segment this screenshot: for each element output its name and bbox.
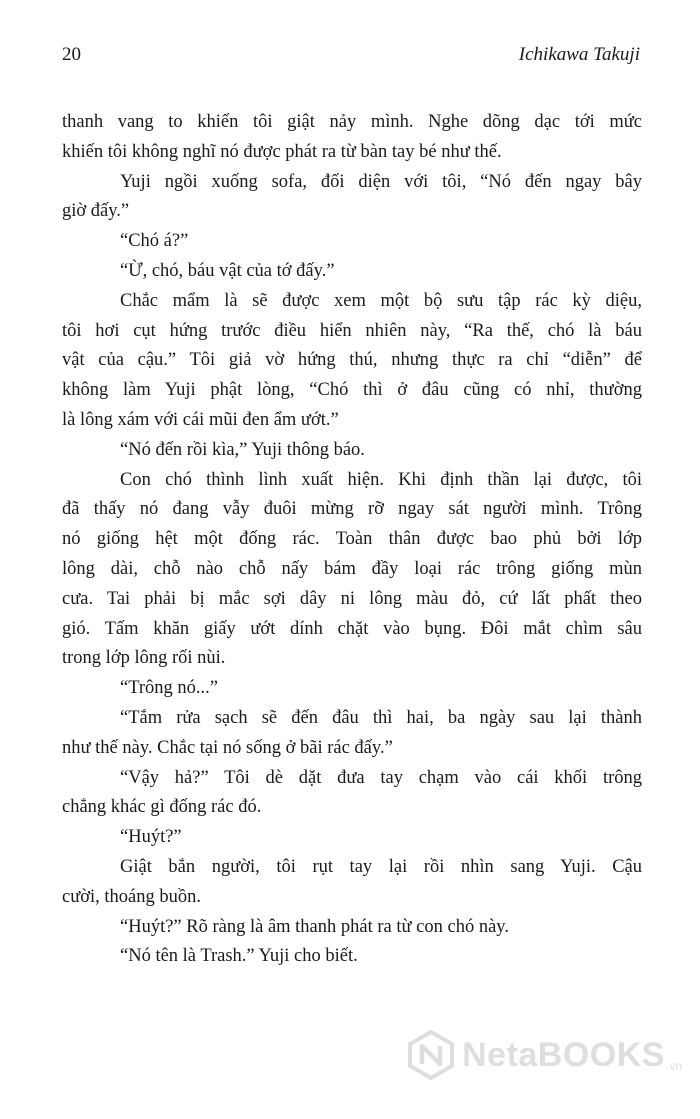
text-line: cưa. Tai phải bị mắc sợi dây ni lông màu đỏ, cứ lất phất theo [62, 588, 642, 609]
text-line: vật của cậu.” Tôi giả vờ hứng thú, nhưng thực ra chỉ “diễn” để [62, 350, 642, 371]
text-line: “Trông nó...” [120, 678, 218, 699]
watermark-brand: NetaBOOKS [462, 1035, 665, 1074]
text-line: “Ừ, chó, báu vật của tớ đấy.” [120, 260, 335, 281]
text-line: gió. Tấm khăn giấy ướt dính chặt vào bụng. Đôi mắt chìm sâu [62, 618, 642, 639]
text-line: Con chó thình lình xuất hiện. Khi định thần lại được, tôi [120, 469, 642, 490]
watermark-suffix: .vn [665, 1059, 682, 1073]
text-line: như thế này. Chắc tại nó sống ở bãi rác đấy.” [62, 737, 393, 758]
page-number: 20 [62, 44, 81, 65]
text-line: tôi hơi cụt hứng trước điều hiển nhiên này, “Ra thế, chó là báu [62, 320, 642, 341]
text-line: cười, thoáng buồn. [62, 886, 202, 907]
page-header [62, 44, 640, 74]
text-line: trong lớp lông rối nùi. [62, 648, 226, 669]
text-line: thanh vang to khiến tôi giật nảy mình. Nghe dõng dạc tới mức [62, 112, 642, 132]
text-line: lông dài, chỗ nào chỗ nấy bám đầy loại rác trông giống mùn [62, 558, 642, 579]
text-line: Giật bắn người, tôi rụt tay lại rồi nhìn sang Yuji. Cậu [120, 856, 642, 877]
text-line: giờ đấy.” [62, 201, 130, 222]
netabooks-logo-icon [406, 1030, 456, 1080]
text-line: Chắc mẩm là sẽ được xem một bộ sưu tập rác kỳ diệu, [120, 290, 642, 311]
text-line: “Huýt?” [120, 827, 182, 848]
text-line: “Vậy hả?” Tôi dè dặt đưa tay chạm vào cái khối trông [120, 767, 642, 788]
text-line: đã thấy nó đang vẫy đuôi mừng rỡ ngay sát người mình. Trông [62, 499, 642, 520]
running-head-author: Ichikawa Takuji [518, 44, 640, 65]
text-line: Yuji ngồi xuống sofa, đối diện với tôi, “Nó đến ngay bây [120, 171, 642, 192]
text-line: là lông xám với cái mũi đen ẩm ướt.” [62, 409, 339, 430]
text-line: nó giống hệt một đống rác. Toàn thân được bao phủ bởi lớp [62, 529, 642, 550]
text-line: “Tắm rửa sạch sẽ đến đâu thì hai, ba ngày sau lại thành [120, 707, 642, 728]
text-line: “Nó đến rồi kìa,” Yuji thông báo. [120, 439, 365, 460]
text-line: không làm Yuji phật lòng, “Chó thì ở đâu cũng có nhỉ, thường [62, 380, 642, 401]
text-line: “Nó tên là Trash.” Yuji cho biết. [120, 946, 358, 967]
watermark [406, 1025, 682, 1085]
text-line: khiến tôi không nghĩ nó được phát ra từ bàn tay bé như thế. [62, 141, 502, 162]
text-line: “Huýt?” Rõ ràng là âm thanh phát ra từ con chó này. [120, 916, 509, 937]
text-line: “Chó á?” [120, 231, 189, 252]
text-line: chẳng khác gì đống rác đó. [62, 797, 262, 818]
body-text [62, 108, 642, 972]
